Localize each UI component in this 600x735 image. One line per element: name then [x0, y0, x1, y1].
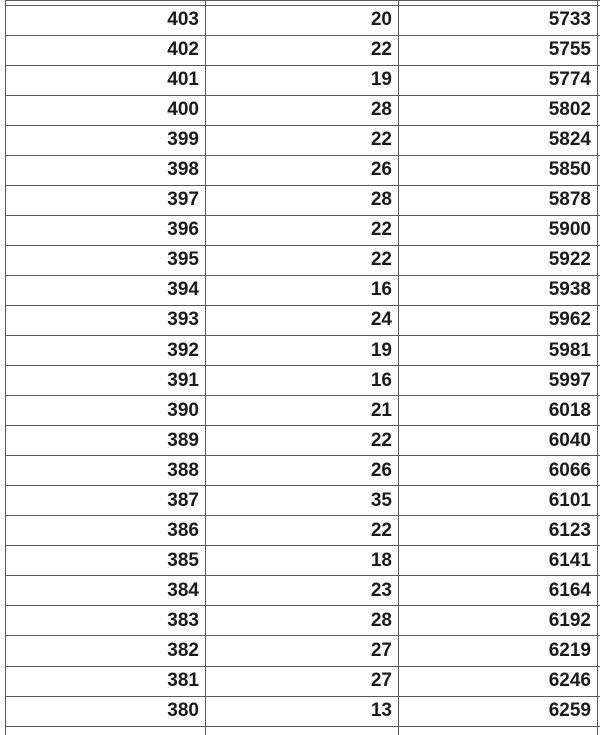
- score-cell[interactable]: 388: [6, 456, 206, 485]
- partial-cell: [6, 1, 206, 5]
- partial-row-bottom: [6, 727, 600, 735]
- cumulative-cell[interactable]: 5802: [399, 96, 598, 125]
- table-row: [6, 246, 600, 276]
- score-cell[interactable]: 381: [6, 667, 206, 696]
- cumulative-cell[interactable]: 5981: [399, 336, 598, 365]
- count-cell[interactable]: 20: [206, 6, 399, 35]
- cumulative-cell[interactable]: 5922: [399, 246, 598, 275]
- cumulative-cell[interactable]: 5733: [399, 6, 598, 35]
- table-row: [6, 156, 600, 186]
- table-row: [6, 96, 600, 126]
- score-cell[interactable]: 382: [6, 636, 206, 665]
- score-cell[interactable]: 402: [6, 36, 206, 65]
- cumulative-cell[interactable]: 6066: [399, 456, 598, 485]
- count-cell[interactable]: 21: [206, 396, 399, 425]
- count-cell[interactable]: 22: [206, 426, 399, 455]
- partial-cell: [399, 1, 598, 5]
- score-cell[interactable]: 395: [6, 246, 206, 275]
- cumulative-cell[interactable]: 6101: [399, 486, 598, 515]
- cumulative-cell[interactable]: 5755: [399, 36, 598, 65]
- partial-cell: [399, 727, 598, 735]
- count-cell[interactable]: 16: [206, 276, 399, 305]
- count-cell[interactable]: 26: [206, 156, 399, 185]
- partial-cell: [206, 727, 399, 735]
- count-cell[interactable]: 13: [206, 697, 399, 726]
- score-cell[interactable]: 394: [6, 276, 206, 305]
- score-cell[interactable]: 389: [6, 426, 206, 455]
- table-row: [6, 667, 600, 697]
- table-row: [6, 486, 600, 516]
- partial-cell: [6, 727, 206, 735]
- score-cell[interactable]: 396: [6, 216, 206, 245]
- table-row: [6, 186, 600, 216]
- cumulative-cell[interactable]: 6018: [399, 396, 598, 425]
- count-cell[interactable]: 24: [206, 306, 399, 335]
- table-row: [6, 456, 600, 486]
- score-cell[interactable]: 384: [6, 576, 206, 605]
- cumulative-cell[interactable]: 6164: [399, 576, 598, 605]
- score-cell[interactable]: 386: [6, 516, 206, 545]
- score-cell[interactable]: 390: [6, 396, 206, 425]
- score-cell[interactable]: 399: [6, 126, 206, 155]
- cumulative-cell[interactable]: 5850: [399, 156, 598, 185]
- table-row: [6, 606, 600, 636]
- count-cell[interactable]: 19: [206, 336, 399, 365]
- score-cell[interactable]: 392: [6, 336, 206, 365]
- score-table: [5, 0, 600, 735]
- count-cell[interactable]: 16: [206, 366, 399, 395]
- cumulative-cell[interactable]: 5997: [399, 366, 598, 395]
- count-cell[interactable]: 23: [206, 576, 399, 605]
- table-row: [6, 66, 600, 96]
- count-cell[interactable]: 28: [206, 96, 399, 125]
- cumulative-cell[interactable]: 6040: [399, 426, 598, 455]
- table-row: [6, 697, 600, 727]
- table-row: [6, 576, 600, 606]
- count-cell[interactable]: 28: [206, 606, 399, 635]
- table-row: [6, 426, 600, 456]
- cumulative-cell[interactable]: 6259: [399, 697, 598, 726]
- cumulative-cell[interactable]: 6192: [399, 606, 598, 635]
- count-cell[interactable]: 26: [206, 456, 399, 485]
- score-cell[interactable]: 393: [6, 306, 206, 335]
- cumulative-cell[interactable]: 6219: [399, 636, 598, 665]
- cumulative-cell[interactable]: 6123: [399, 516, 598, 545]
- cumulative-cell[interactable]: 6246: [399, 667, 598, 696]
- cumulative-cell[interactable]: 6141: [399, 546, 598, 575]
- table-row: [6, 546, 600, 576]
- table-row: [6, 6, 600, 36]
- count-cell[interactable]: 27: [206, 667, 399, 696]
- cumulative-cell[interactable]: 5962: [399, 306, 598, 335]
- table-row: [6, 396, 600, 426]
- score-cell[interactable]: 401: [6, 66, 206, 95]
- score-cell[interactable]: 403: [6, 6, 206, 35]
- score-cell[interactable]: 391: [6, 366, 206, 395]
- score-cell[interactable]: 383: [6, 606, 206, 635]
- score-cell[interactable]: 380: [6, 697, 206, 726]
- count-cell[interactable]: 22: [206, 246, 399, 275]
- score-cell[interactable]: 387: [6, 486, 206, 515]
- score-cell[interactable]: 385: [6, 546, 206, 575]
- count-cell[interactable]: 18: [206, 546, 399, 575]
- count-cell[interactable]: 22: [206, 36, 399, 65]
- count-cell[interactable]: 19: [206, 66, 399, 95]
- count-cell[interactable]: 22: [206, 126, 399, 155]
- table-row: [6, 636, 600, 666]
- table-row: [6, 306, 600, 336]
- count-cell[interactable]: 22: [206, 516, 399, 545]
- table-row: [6, 216, 600, 246]
- table-row: [6, 126, 600, 156]
- count-cell[interactable]: 27: [206, 636, 399, 665]
- score-cell[interactable]: 398: [6, 156, 206, 185]
- score-cell[interactable]: 397: [6, 186, 206, 215]
- cumulative-cell[interactable]: 5878: [399, 186, 598, 215]
- cumulative-cell[interactable]: 5824: [399, 126, 598, 155]
- table-row: [6, 366, 600, 396]
- count-cell[interactable]: 35: [206, 486, 399, 515]
- cumulative-cell[interactable]: 5938: [399, 276, 598, 305]
- table-row: [6, 276, 600, 306]
- score-cell[interactable]: 400: [6, 96, 206, 125]
- table-row: [6, 336, 600, 366]
- table-rows: [6, 6, 600, 727]
- cumulative-cell[interactable]: 5900: [399, 216, 598, 245]
- partial-cell: [206, 1, 399, 5]
- cumulative-cell[interactable]: 5774: [399, 66, 598, 95]
- count-cell[interactable]: 28: [206, 186, 399, 215]
- table-row: [6, 36, 600, 66]
- count-cell[interactable]: 22: [206, 216, 399, 245]
- table-row: [6, 516, 600, 546]
